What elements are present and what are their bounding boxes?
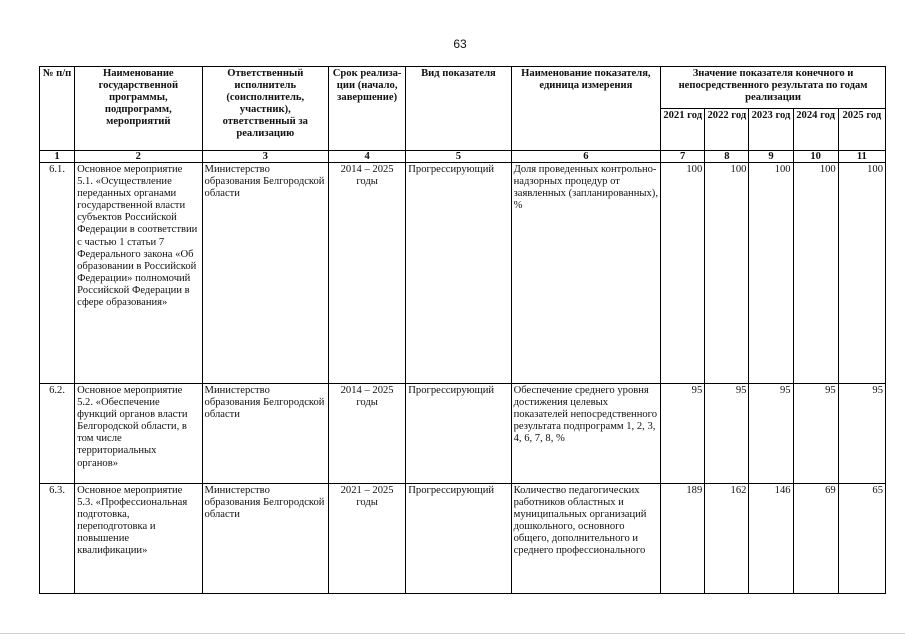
header-year: 2023 год bbox=[749, 109, 793, 151]
header-indicator-values: Значение показателя конечного и непосредственного результата по годам реализации bbox=[661, 67, 886, 109]
page-number: 63 bbox=[453, 37, 467, 51]
row-indicator-type: Прогрессирующий bbox=[406, 384, 511, 484]
row-value: 95 bbox=[793, 384, 838, 484]
header-term: Срок реализа-ции (начало, завершение) bbox=[328, 67, 405, 151]
header-executor: Ответственный исполнитель (соисполнитель, участник), ответственный за реализацию bbox=[202, 67, 328, 151]
column-number: 10 bbox=[793, 151, 838, 163]
column-number: 5 bbox=[406, 151, 511, 163]
row-term: 2014 – 2025 годы bbox=[328, 384, 405, 484]
row-value: 95 bbox=[838, 384, 885, 484]
column-number: 8 bbox=[705, 151, 749, 163]
row-program-name: Основное мероприятие 5.2. «Обеспечение функций органов власти Белгородской области, в том числе территориальных органов» bbox=[75, 384, 202, 484]
row-value: 146 bbox=[749, 484, 793, 594]
table-row bbox=[40, 484, 886, 594]
header-program-name: Наименование государственной программы, подпрограмм, мероприятий bbox=[75, 67, 202, 151]
row-value: 162 bbox=[705, 484, 749, 594]
row-value: 100 bbox=[838, 163, 885, 384]
row-value: 100 bbox=[705, 163, 749, 384]
row-term: 2014 – 2025 годы bbox=[328, 163, 405, 384]
row-value: 95 bbox=[661, 384, 705, 484]
row-value: 189 bbox=[661, 484, 705, 594]
row-program-name: Основное мероприятие 5.3. «Профессиональная подготовка, переподготовка и повышение квалификации» bbox=[75, 484, 202, 594]
row-indicator-type: Прогрессирующий bbox=[406, 484, 511, 594]
header-number: № п/п bbox=[40, 67, 75, 151]
table-row bbox=[40, 163, 886, 384]
column-number: 4 bbox=[328, 151, 405, 163]
column-number: 2 bbox=[75, 151, 202, 163]
column-number: 9 bbox=[749, 151, 793, 163]
scan-edge-divider bbox=[0, 633, 905, 634]
header-year: 2024 год bbox=[793, 109, 838, 151]
row-number: 6.2. bbox=[40, 384, 75, 484]
row-value: 95 bbox=[705, 384, 749, 484]
row-number: 6.1. bbox=[40, 163, 75, 384]
header-year: 2025 год bbox=[838, 109, 885, 151]
row-indicator-name: Доля проведенных контрольно-надзорных процедур от заявленных (запланированных), % bbox=[511, 163, 661, 384]
header-year: 2021 год bbox=[661, 109, 705, 151]
row-program-name: Основное мероприятие 5.1. «Осуществление переданных органами государственной власти субъектов Российской Федерации в соответствии с частью 1 статьи 7 Федерального закона «Об образовании в Российской Федерации» полномочий Российской Федерации в сфере образования» bbox=[75, 163, 202, 384]
column-number: 3 bbox=[202, 151, 328, 163]
column-number: 6 bbox=[511, 151, 661, 163]
row-value: 69 bbox=[793, 484, 838, 594]
table-row bbox=[40, 384, 886, 484]
row-value: 100 bbox=[793, 163, 838, 384]
header-indicator-type: Вид показателя bbox=[406, 67, 511, 151]
row-executor: Министерство образования Белгородской области bbox=[202, 163, 328, 384]
header-indicator-name: Наименование показателя, единица измерения bbox=[511, 67, 661, 151]
row-executor: Министерство образования Белгородской области bbox=[202, 384, 328, 484]
header-year: 2022 год bbox=[705, 109, 749, 151]
column-number: 1 bbox=[40, 151, 75, 163]
row-indicator-name: Обеспечение среднего уровня достижения целевых показателей непосредственного результата подпрограмм 1, 2, 3, 4, 6, 7, 8, % bbox=[511, 384, 661, 484]
row-number: 6.3. bbox=[40, 484, 75, 594]
column-number: 11 bbox=[838, 151, 885, 163]
row-indicator-type: Прогрессирующий bbox=[406, 163, 511, 384]
row-value: 95 bbox=[749, 384, 793, 484]
column-number: 7 bbox=[661, 151, 705, 163]
row-value: 65 bbox=[838, 484, 885, 594]
row-value: 100 bbox=[661, 163, 705, 384]
row-indicator-name: Количество педагогических работников областных и муниципальных организаций дошкольного, основного общего, дополнительного и среднего профессионального bbox=[511, 484, 661, 594]
row-value: 100 bbox=[749, 163, 793, 384]
row-term: 2021 – 2025 годы bbox=[328, 484, 405, 594]
indicators-table bbox=[39, 66, 886, 594]
row-executor: Министерство образования Белгородской области bbox=[202, 484, 328, 594]
